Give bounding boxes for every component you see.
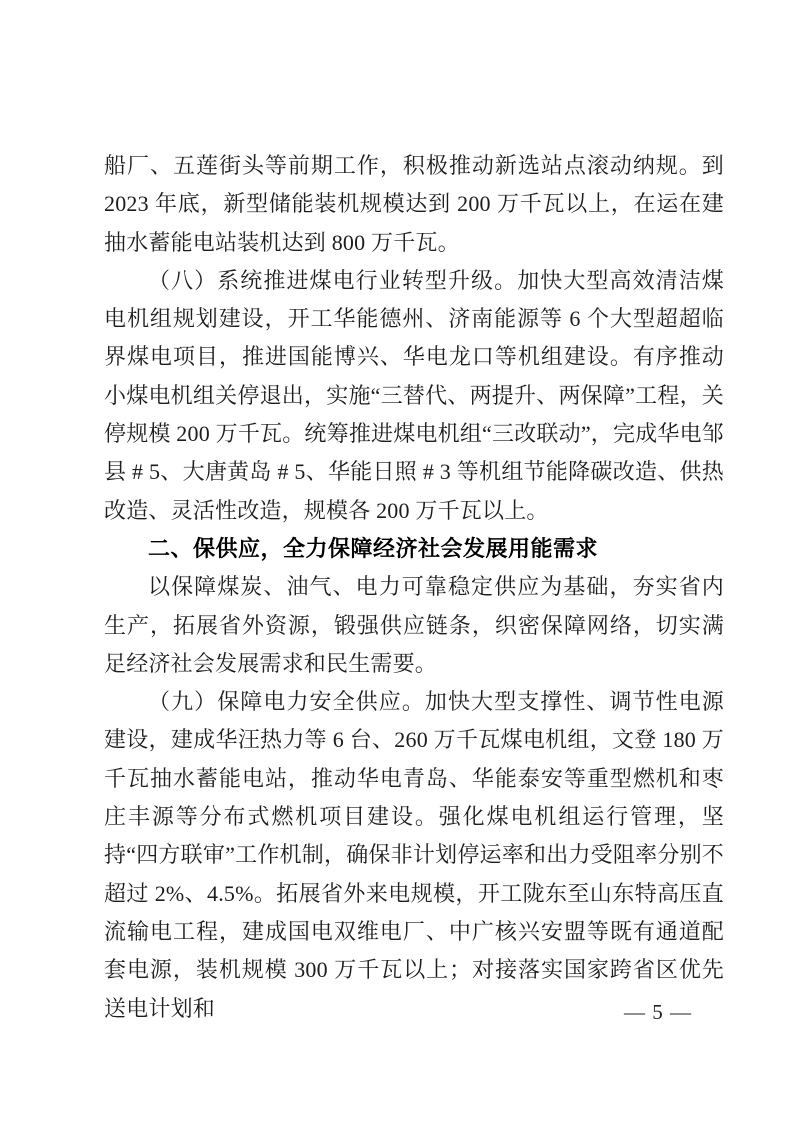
document-body xyxy=(104,147,724,1028)
paragraph-item-9: （九）保障电力安全供应。加快大型支撑性、调节性电源建设，建成华汪热力等 6 台、260 万千瓦煤电机组，文登 180 万千瓦抽水蓄能电站，推动华电青岛、华能泰安等重型燃机和枣庄丰源等分布式燃机项目建设。强化煤电机组运行管理，坚持“四方联审”工作机制，确保非计划停运率和出力受阻率分别不超过 2%、4.5%。拓展省外来电规模，开工陇东至山东特高压直流输电工程，建成国电双维电厂、中广核兴安盟等既有通道配套电源，装机规模 300 万千瓦以上；对接落实国家跨省区优先送电计划和 xyxy=(104,689,724,1021)
paragraph-item-8: （八）系统推进煤电行业转型升级。加快大型高效清洁煤电机组规划建设，开工华能德州、济南能源等 6 个大型超超临界煤电项目，推进国能博兴、华电龙口等机组建设。有序推动小煤电机组关停退出，实施“三替代、两提升、两保障”工程，关停规模 200 万千瓦。统筹推进煤电机组“三改联动”，完成华电邹县 # 5、大唐黄岛 # 5、华能日照 # 3 等机组节能降碳改造、供热改造、灵活性改造，规模各 200 万千瓦以上。 xyxy=(104,267,724,523)
section-heading: 二、保供应，全力保障经济社会发展用能需求 xyxy=(148,535,599,561)
page-number: — 5 — xyxy=(624,1000,692,1024)
paragraph-continued: 船厂、五莲街头等前期工作，积极推动新选站点滚动纳规。到 2023 年底，新型储能装机规模达到 200 万千瓦以上，在运在建抽水蓄能电站装机达到 800 万千瓦。 xyxy=(104,153,724,255)
paragraph-section-intro: 以保障煤炭、油气、电力可靠稳定供应为基础，夯实省内生产，拓展省外资源，锻强供应链条，织密保障网络，切实满足经济社会发展需求和民生需要。 xyxy=(104,574,724,676)
